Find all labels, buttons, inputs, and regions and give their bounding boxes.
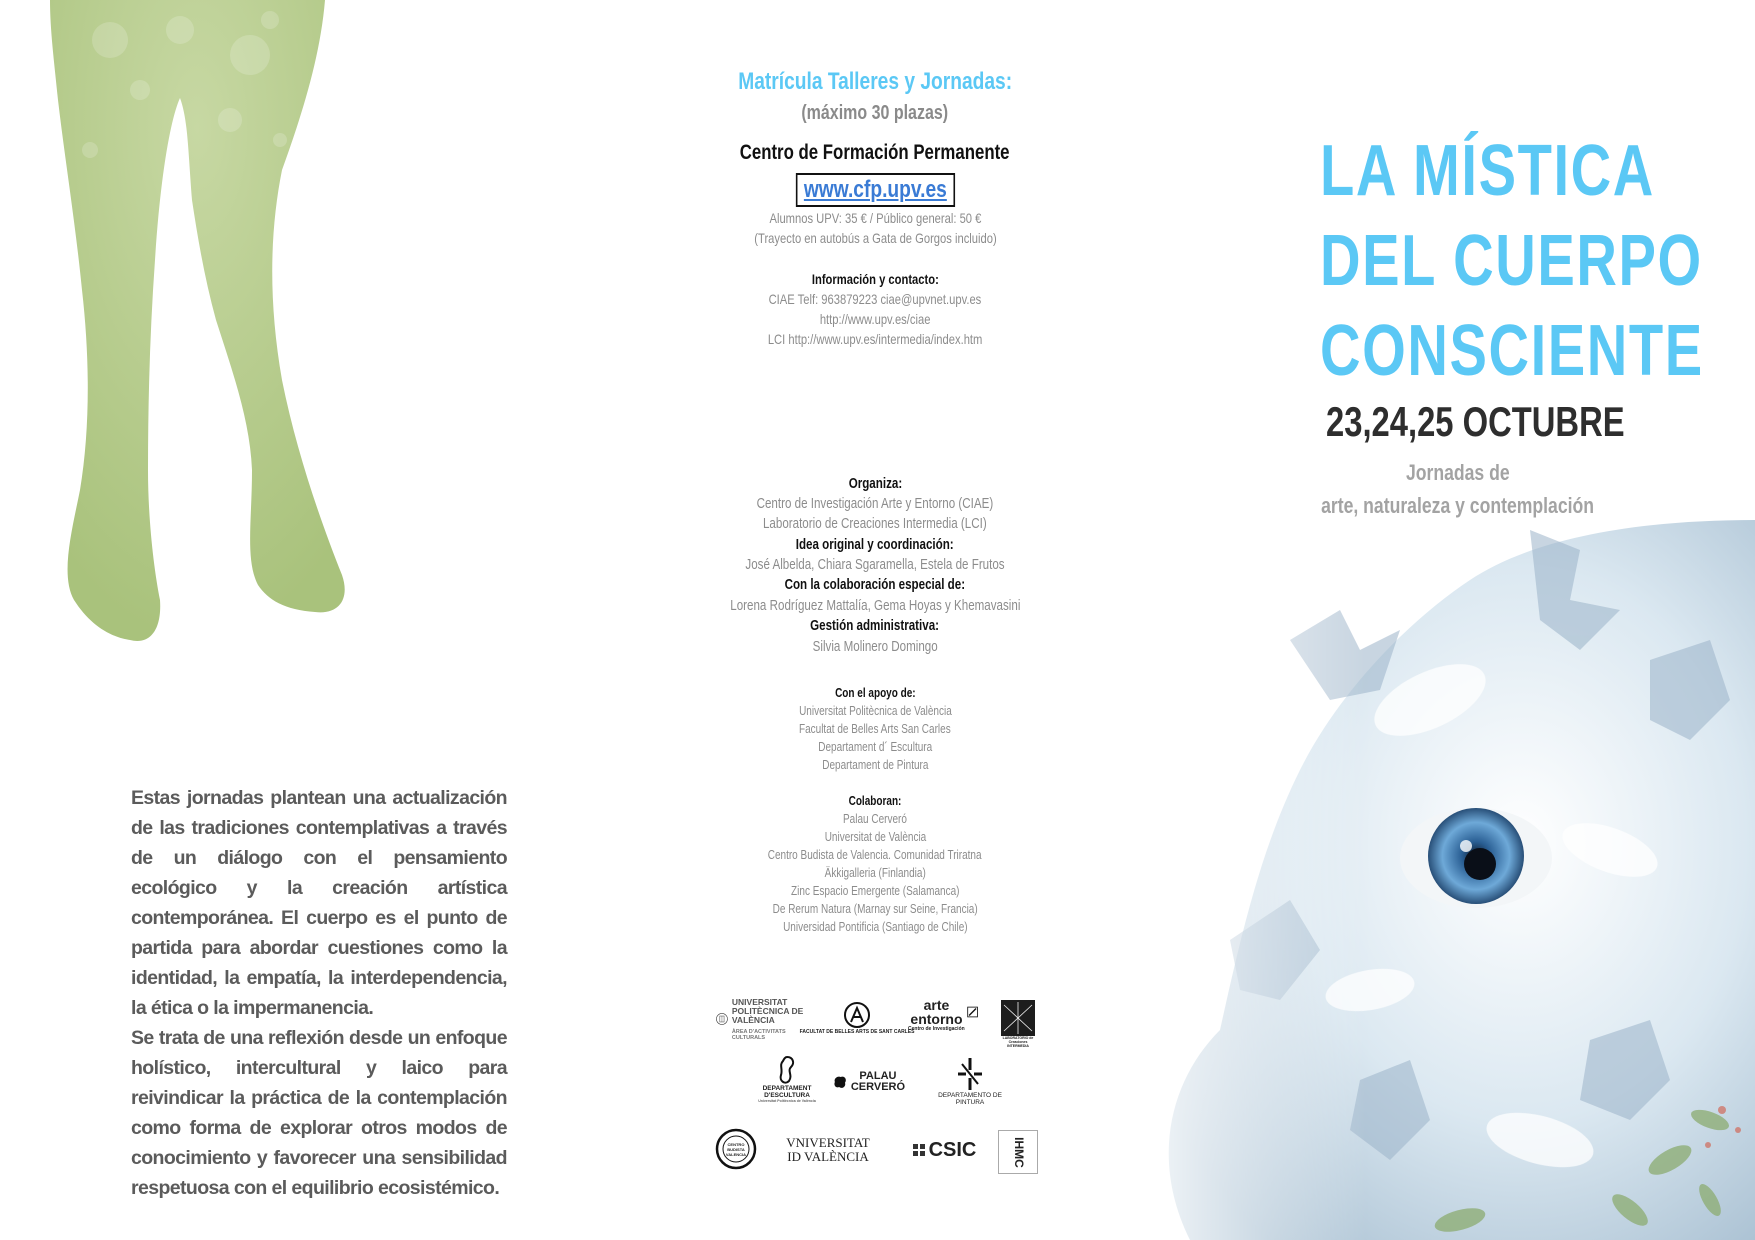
collaborators-heading: Colaboran:	[848, 794, 902, 808]
upv-logo-text: UNIVERSITAT POLITÈCNICA DE VALÈNCIA	[731, 996, 804, 1025]
bbaa-logo	[799, 998, 915, 1038]
collaborator-item: Palau Cerveró	[843, 812, 907, 826]
gestion-heading: Gestión administrativa:	[810, 618, 940, 634]
intermedia-logo	[998, 996, 1038, 1052]
middle-panel	[640, 0, 1110, 1240]
subtitle-line-1: Jornadas de	[1406, 460, 1510, 485]
arte-entorno-logo	[908, 998, 978, 1032]
collaborator-item: Zinc Espacio Emergente (Salamanca)	[790, 884, 960, 898]
title-line-3: CONSCIENTE	[1320, 311, 1704, 391]
training-center-link-wrap	[640, 173, 1110, 207]
description-paragraph-1: Estas jornadas plantean una actualización de las tradiciones contemplativas a través de un diálogo con el pensamiento ecológico y la creación artística contemporánea. El cuerpo es el punto de partida para abordar cuestiones como la identidad, la empatía, la interdependencia, la ética o la impermanencia.	[131, 787, 507, 1019]
upv-seal-icon	[716, 1004, 728, 1034]
contact-lci-line: LCI http://www.upv.es/intermedia/index.htm	[767, 331, 983, 347]
subtitle-line-2: arte, naturaleza y contemplación	[1321, 493, 1595, 518]
registration-title: Matrícula Talleres y Jornadas:	[738, 68, 1012, 95]
universitat-valencia-logo	[780, 1134, 876, 1166]
bbaa-emblem-icon	[843, 1001, 871, 1029]
contact-ciae-line: CIAE Telf: 963879223 ciae@upvnet.upv.es	[768, 291, 982, 307]
upv-logo	[716, 996, 806, 1042]
idea-item: José Albelda, Chiara Sgaramella, Estela de Frutos	[745, 557, 1005, 573]
support-item: Universitat Politècnica de València	[798, 704, 952, 718]
collaborator-item: Universitat de València	[824, 830, 926, 844]
organiza-item: Centro de Investigación Arte y Entorno (CIAE)	[756, 496, 994, 512]
bus-note-text: (Trayecto en autobús a Gata de Gorgos incluido)	[753, 230, 997, 246]
registration-capacity: (máximo 30 plazas)	[801, 102, 949, 124]
support-item: Facultat de Belles Arts San Carles	[799, 722, 951, 736]
colab-special-heading: Con la colaboración especial de:	[784, 577, 966, 593]
intermedia-mark-icon	[1001, 1000, 1035, 1036]
contact-heading: Información y contacto:	[811, 271, 939, 287]
csic-logo-text: CSIC	[928, 1139, 977, 1161]
palau-cervero-logo	[832, 1062, 912, 1102]
training-center-link[interactable]: www.cfp.upv.es	[796, 173, 955, 207]
event-description	[131, 783, 507, 1203]
escultura-logo-text: DEPARTAMENT D'ESCULTURA	[762, 1084, 812, 1099]
escultura-figure-icon	[775, 1055, 799, 1085]
colab-special-item: Lorena Rodríguez Mattalía, Gema Hoyas y Khemavasini	[729, 598, 1021, 614]
universitat-valencia-logo-text: VNIVERSITAT ID VALÈNCIA	[786, 1135, 870, 1164]
pintura-logo-text: DEPARTAMENTO DE PINTURA	[938, 1092, 1002, 1106]
left-panel	[0, 0, 640, 1240]
centro-budista-logo-text: CENTRO BUDISTA VALENCIA	[725, 1141, 747, 1157]
palau-cervero-logo-text: PALAU CERVERÓ	[850, 1070, 906, 1093]
arte-entorno-logo-text: arte entorno	[910, 997, 963, 1027]
nature-eye-illustration	[1110, 520, 1755, 1240]
gestion-item: Silvia Molinero Domingo	[812, 639, 938, 655]
support-item: Departament d´ Escultura	[818, 740, 932, 754]
ihmc-logo	[998, 1130, 1038, 1174]
escultura-logo-subtext: Universitat Politècnica de València	[758, 1098, 816, 1103]
bbaa-logo-text: FACULTAT DE BELLES ARTS DE SANT CARLES	[799, 1029, 915, 1035]
organiza-heading: Organiza:	[848, 476, 902, 492]
title-line-1: LA MÍSTICA	[1320, 131, 1655, 211]
collaborator-item: De Rerum Natura (Marnay sur Seine, Francia)	[772, 902, 978, 916]
event-dates: 23,24,25 OCTUBRE	[1326, 398, 1625, 445]
centro-budista-logo	[714, 1128, 758, 1170]
title-line-2: DEL CUERPO	[1320, 221, 1703, 301]
idea-heading: Idea original y coordinación:	[796, 537, 954, 553]
collaborator-item: Äkkigalleria (Finlandia)	[824, 866, 926, 880]
csic-grid-icon	[912, 1143, 926, 1157]
legs-illustration	[20, 0, 360, 650]
pintura-mark-icon	[952, 1056, 988, 1092]
arte-entorno-mark-icon	[967, 1004, 978, 1020]
collaborator-item: Universidad Pontificia (Santiago de Chile)	[782, 920, 968, 934]
prices-text: Alumnos UPV: 35 € / Público general: 50 €	[769, 210, 981, 226]
support-heading: Con el apoyo de:	[834, 686, 916, 700]
support-item: Departament de Pintura	[821, 758, 929, 772]
description-paragraph-2: Se trata de una reflexión desde un enfoque holístico, intercultural y laico para reivindicar la práctica de la contemplación como forma de explorar otros modos de conocimiento y favorecer una sensibilidad respetuosa con el equilibrio ecosistémico.	[131, 1027, 507, 1199]
escultura-logo	[752, 1050, 822, 1108]
contact-ciae-web: http://www.upv.es/ciae	[819, 311, 931, 327]
arte-entorno-logo-subtext: Centro de Investigación	[908, 1026, 965, 1032]
intermedia-logo-text: LABORATORIO de Creaciones INTERMEDIA	[1002, 1036, 1034, 1048]
csic-logo	[904, 1136, 984, 1164]
right-panel	[1110, 0, 1755, 1240]
ihmc-logo-text: IHMC	[1011, 1136, 1026, 1168]
pintura-logo	[930, 1052, 1010, 1110]
upv-logo-subtext: ÀREA D'ACTIVITATS CULTURALS	[731, 1028, 786, 1041]
organiza-item: Laboratorio de Creaciones Intermedia (LCI)	[763, 516, 987, 532]
collaborator-item: Centro Budista de Valencia. Comunidad Triratna	[768, 848, 982, 862]
training-center-name: Centro de Formación Permanente	[740, 141, 1010, 164]
